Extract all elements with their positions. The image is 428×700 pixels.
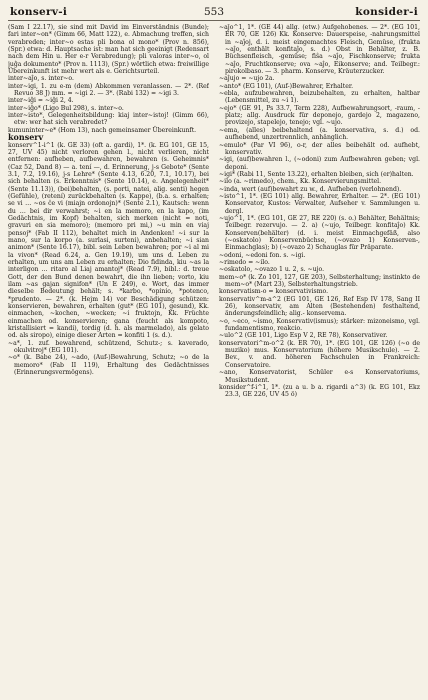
dictionary-entry: ~ulo^2 (GE 101, Ligo Esp V 2, RE 78), Konservativer. (219, 332, 388, 340)
dictionary-entry: konservativ^m-a^2 (EG 101, GE 126, Ref Esp IV 178, Sang II 26), konservativ, am Alten (Bestehenden) festhaltend, änderungsfeindlich; alig.- konservema. (219, 295, 420, 318)
dictionary-entry: ~rimedo = ~ilo. (219, 259, 270, 266)
dictionary-entry: ~anto* (EG 101), (Auf-)Bewahrer, Erhalter. (219, 82, 354, 90)
left-column (8, 24, 209, 692)
dictionary-entry: mem~o* (k. Zo 101, 127, GE 203), Selbsterhaltung; instinkto de mem~o* (Mart 23), Selbsterhaltungstrieb. (219, 273, 420, 289)
section-heading: konserv (8, 132, 44, 143)
page-number: 553 (203, 6, 225, 18)
dictionary-entry: ~inda, wert (auf)bewahrt zu w., d. Aufheben (verlohnend). (219, 185, 402, 193)
two-column-body (8, 24, 420, 692)
dictionary-entry: (Sam I 22.17), sie sind mit David im Einverständnis (Bunde); fari inter~on* (Gimm 66, Matt 122), e. Abmachung treffen, sich verabreden; inter~o estas pli bona ol mono* (Prov n. 856), (Spr.) etwa: d. Hauptsache ist: man hat sich geeinigt (Redensart nach dem Hin u. Her e-r Verabredung); pli valoras inter~o, ol juĝa dokumento* (Prov n. 1113), (Spr.) wörtlich etwa: freiwillige Übereinkunft ist mehr wert als e. Gerichtsurteil. (8, 24, 209, 76)
dictionary-entry: ~ejo* (GE 91, Ps 33.7, Term 228), Aufbewahrungsort, -raum, -platz; allg. Ausdruck für deponejo, gardejo 2, magazeno, provizejo, stapelejo, tenejo; vgl. ~ujo. (219, 104, 420, 127)
dictionary-entry: ~odoni, ~edoni fon. s. ~igi. (219, 251, 306, 259)
dictionary-entry: ~isto^1, 1*. (EG 101) allg. Bewahrer, Erhalter. — 2*. (EG 101) Konservator, Kustos: Verwalter, Aufseher v. Sammlungen u. dergl. (219, 192, 420, 215)
right-guide-word: konsider-i (355, 6, 418, 18)
left-guide-word: konserv-i (10, 6, 68, 18)
dictionary-entry: ~ujo^1, 1*. (EG 101, GE 27, RE 220) (s. o.) Behälter, Behältnis; Teilbegr. rezervujo. — 2. a) (~ujo, Teilbegr. konfitaĵo) Kk. Konserven(behälter) (d. i. meist Einmachgefäß, also (~oskatolo) Konservenbüchse, (~ovazo 1) Konserven-, Einmachglas); b) (~ovazo 2) Schauglas für Präparate. (219, 214, 420, 252)
dictionary-entry: konserv^1-i^1 (k. GE 33) (oft a. gardi), 1*. (k. EG 101, GE 15, 27, UV 45) nicht verloren gehen l., nicht verlieren, nicht entfernen: aufheben, aufbewahren, bewahren (s. Geheimnis* (Caz 52, Dand 8) — a. tení —, d. Erinnerung, j-s Gebote* (Sente 3.1, 7.2, 19.16), j-s Lehre* (Sente 4.13, 6.20, 7.1, 10.17), bei sich behalten (s. Erkenntnis* (Sente 10.14), e. Angelegenheit* (Sente 11.13)), (bei)behalten, (s. porti, natei, alig. senti) hegen (Gefühle), (retení) zurückbehalten (s. Kappe), (b.a. s. erhalten; se vi … ~os ĉe vi (miajn ordonojn)* (Sente 2.1), Kautsch: wenn du … bei dir verwahrst; ~i en la memoro, en la kapo, (im Gedächtnis, im Kopf) behalten, sich merken (nicht = noti, gravuri en sia memoro); (memoro pri mi,) ~u min en viaj pensoj* (Fab II 112), behaltet mich in Andenken! ~i sur la mano, sur la korpo (a. surlasi, surteni), anbehalten; ~i sian animon* (Sente 16.17), bibl. sein Leben bewahren; por ~i al mi la vivon* (Read 6.24, a. Gen 19.19), um uns d. Leben zu erhalten, um uns am Leben zu erhalten; Dio fidinda, kiu ~as la interligon … ritaro al Liaj amantoj* (Read 7.9), bibl.: d. treue Gott, der den Bund denen bewahrt, die ihn lieben; vorto, kiu ilam ~as gajan signifon* (Un E 249), e. Wort, das immer dieselbe Bedeutung behält; s. *karbo, *opinio, *potenco, *prudento. — 2*. (k. Hejm 14) vor Beschädigung schützen: konservieren, bewahren, erhalten (gut* (EG 101), gesund), Kk. einmachen, ~kochen, ~wecken; ~i fruktojn, Kk. Früchte einmachen od. konservieren; gana (feucht als kompoto, kristallisiert = kandi), tordig (d. h. als marmelado), als gelato od. als siropo), einige dieser Arten = konfiti 1 (s. d.). (8, 141, 209, 340)
dictionary-entry: ~igi, (auf)bewahren l., (~odoni) zum Aufbewahren geben; vgl. deponi. (219, 156, 420, 171)
dictionary-entry: ~a*, 1. zuf. bewahrend, schützend, Schutz-; s. kaverado, okulvitroj* (EG 101). (8, 339, 209, 355)
dictionary-entry: ~ano, Konservatorist, Schüler e-s Konservatoriums, Musikstudent. (219, 369, 420, 384)
dictionary-entry: ~aĵujo = ~ujo 2a. (219, 75, 275, 83)
dictionary-entry: kumuninter~e* (Hom 13), nach gemeinsamer Übereinkunft. (8, 126, 197, 134)
dictionary-entry: inter~isto*, Gelegenheitsbildung: kiaj inter~istoj! (Gimm 66), etw: wer hat sich verabredet? (8, 112, 209, 127)
dictionary-entry: ~o, ~eco, ~ismo, Konservativ(ismus); stärker: mizoneismo, vgl. fundamentismo, reakcio. (219, 317, 420, 333)
dictionary-entry: inter~igi, 1. zu e-m (dem) Abkommen veranlassen. — 2*. (Ref Revuo 38 J) mm. = ~igi 2. — 3*. (Rabi 132) = ~igi 3. (8, 82, 209, 98)
dictionary-entry: ~ilo (a. ~rimedo), chem., Kk. Konservierungsmittel. (219, 178, 382, 186)
dictionary-entry: ~oskatolo, ~ovazo 1 u. 2, s. ~ujo. (219, 266, 325, 274)
dictionary-entry: konservatism-o = konservativismo. (219, 288, 329, 296)
dictionary-entry: konsider^f-i^1, 1*. (zu a u. b a. rigardi a^3) (k. EG 101, Ekz 23.3, GE 226, UV 45 ö) (219, 383, 420, 399)
dictionary-entry: ~aĵo^1, 1*. (GE 44) allg. (etw.) Aufgehobenes. — 2*. (EG 101, ER 70, GE 126) Kk. Konserve: Dauerspeise, -nahrungsmittel in ~aĵoj, d. i. meist eingemachtes Fleisch, Gemüse, (frukta ~aĵo, enthält konfitaĵo, s. d.) Obst in Behälter, z. B. Büchsenfleisch, -gemüse; fiŝa ~aĵo, Fischkonserve; frukta ~aĵo, Fruchtkonserve; ova ~aĵo, Eikonserve; and. Teilbegr.: pirokolbaso. — 3. pharm. Konserve, Kräuterzucker. (219, 24, 420, 76)
right-column (219, 24, 420, 692)
page-header (8, 6, 420, 21)
dictionary-entry: inter~iĝo* (Ligo Bul 298), s. inter~o. (8, 104, 124, 112)
dictionary-entry: konservatori^m-o^2 (k. ER 70), 1*. (EG 101, GE 126) (~o de muziko) mus. Konservatorium (höhere Musikschule). — 2. Bev., v. and. höheren Fachschulen in Frankreich: Conservatoire. (219, 339, 420, 369)
dictionary-entry: ~emulo* (Par VI 96), o-r, der alles beibehält od. aufhebt, konservativ. (219, 141, 420, 156)
dictionary-entry: inter~aĵo, s. inter~o. (8, 75, 74, 83)
dictionary-entry: ~o* (k. Babe 24), ~ado, (Auf-)Bewahrung, Schutz; ~o de la memoro* (Fab II 119), Erhaltung des Gedächtnisses (Erinnerungsvermögens). (8, 354, 209, 377)
dictionary-entry: inter~iĝi = ~iĝi 2, 4. (8, 97, 74, 105)
dictionary-entry: ~ebla, aufzubewahren, beizubehalten, zu erhalten, haltbar (Lebensmittel, zu ~i 1). (219, 90, 420, 105)
dictionary-entry: ~ema, (alles) beibehaltend (a. konservativa, s. d.) od. aufhebend, unzertrennlich, anhänglich. (219, 126, 420, 142)
dictionary-entry: ~igi* (Rabi 11, Sente 13.22), erhalten bleiben, sich (er)halten. (219, 170, 414, 178)
